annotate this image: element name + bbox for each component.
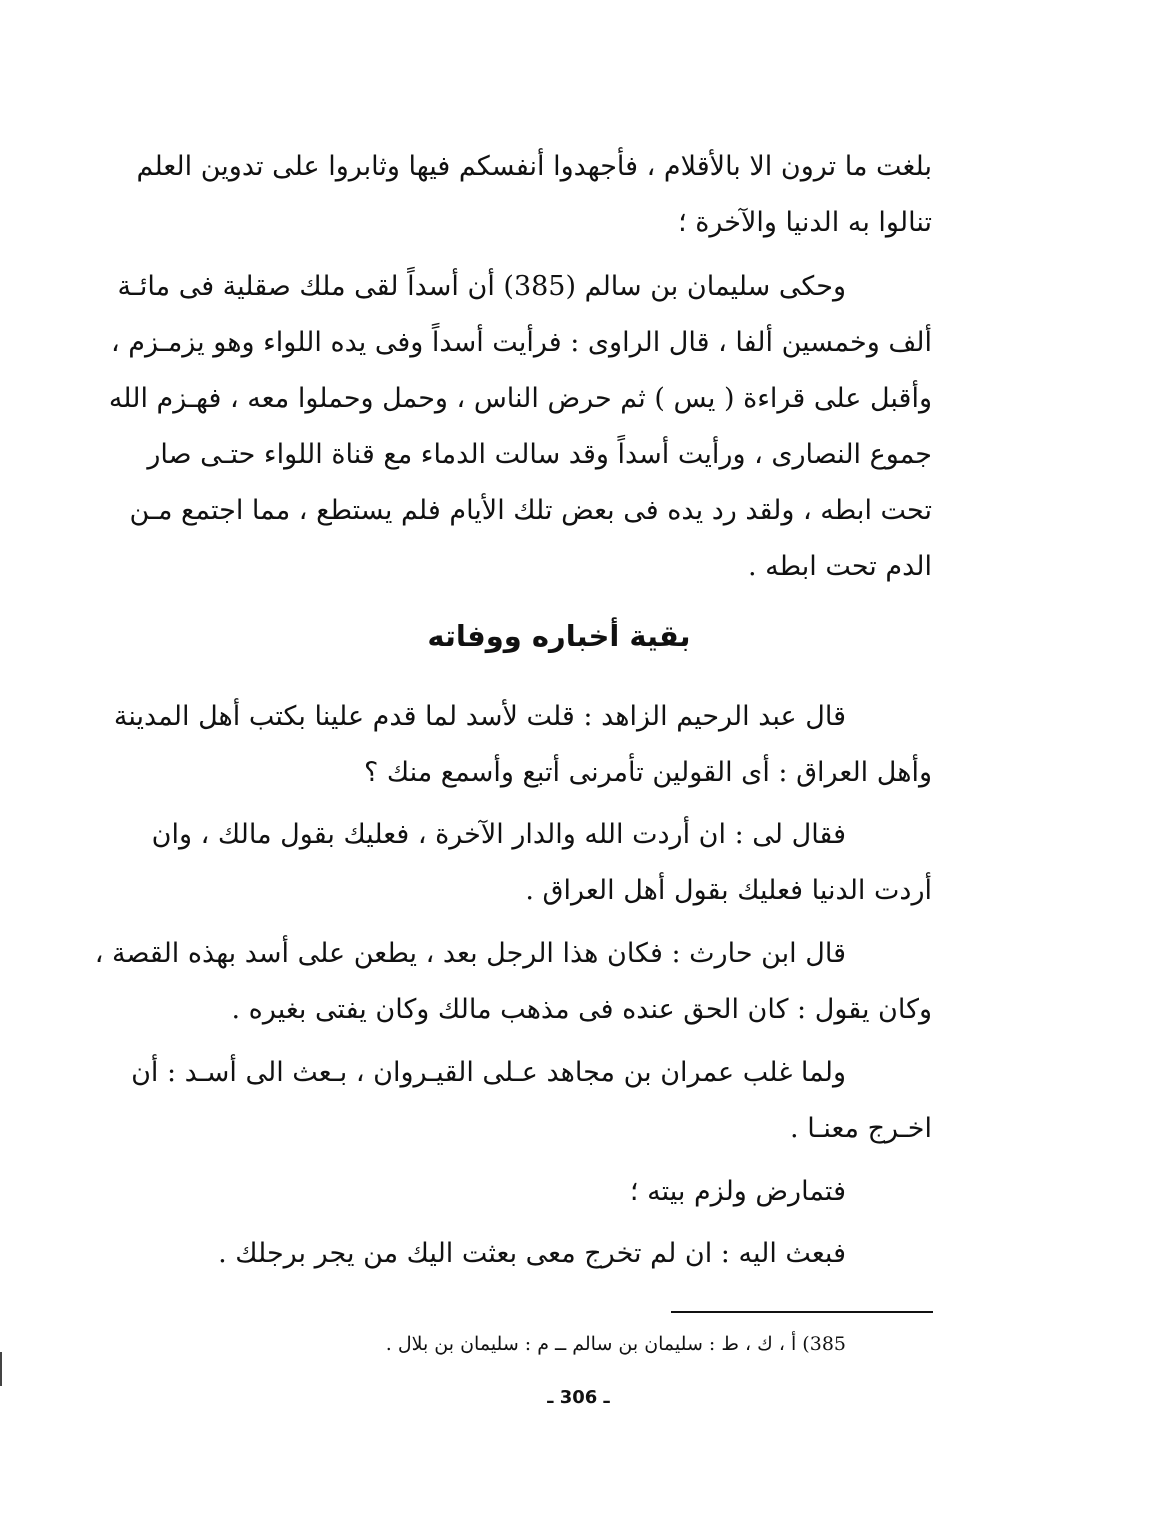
paragraph-line: أردت الدنيا فعليك بقول أهل العراق .: [525, 875, 932, 906]
paragraph-5: [94, 937, 932, 1049]
section-heading: بقية أخباره ووفاته: [427, 619, 691, 653]
paragraph-line: وحكى سليمان بن سالم (385) أن أسداً لقى ملك صقلية فى مائـة: [117, 271, 846, 302]
paragraph-line: تحت ابطه ، ولقد رد يده فى بعض تلك الأيام فلم يستطع ، مما اجتمع مـن: [129, 495, 932, 526]
paragraph-line: ألف وخمسين ألفا ، قال الراوى : فرأيت أسداً وفى يده اللواء وهو يزمـزم ،: [111, 327, 932, 358]
paragraph-line: فقال لى : ان أردت الله والدار الآخرة ، فعليك بقول مالك ، وان: [151, 819, 846, 850]
paragraph-line: فتمارض ولزم بيته ؛: [629, 1176, 846, 1207]
paragraph-2: [108, 270, 932, 606]
paragraph-line: اخـرج معنـا .: [790, 1113, 932, 1144]
paragraph-line: الدم تحت ابطه .: [747, 551, 932, 582]
paragraph-line: وأقبل على قراءة ( يس ) ثم حرض الناس ، وحمل وحملوا معه ، فهـزم الله: [108, 383, 932, 414]
paragraph-line: فبعث اليه : ان لم تخرج معى بعثت اليك من يجر برجلك .: [218, 1238, 846, 1269]
scan-edge-mark: [0, 1352, 2, 1386]
paragraph-1: [136, 150, 932, 262]
paragraph-line: قال عبد الرحيم الزاهد : قلت لأسد لما قدم علينا بكتب أهل المدينة: [113, 701, 846, 732]
paragraph-line: وكان يقول : كان الحق عنده فى مذهب مالك وكان يفتى بغيره .: [231, 994, 932, 1025]
paragraph-line: بلغت ما ترون الا بالأقلام ، فأجهدوا أنفسكم فيها وثابروا على تدوين العلم: [136, 151, 932, 182]
paragraph-4: [151, 818, 932, 930]
footnote-divider: [671, 1311, 933, 1313]
paragraph-8: [186, 1237, 932, 1293]
paragraph-6: [131, 1056, 932, 1168]
paragraph-line: ولما غلب عمران بن مجاهد عـلى القيـروان ، بـعث الى أسـد : أن: [131, 1057, 846, 1088]
paragraph-line: جموع النصارى ، ورأيت أسداً وقد سالت الدماء مع قناة اللواء حتـى صار: [147, 439, 932, 470]
page-number: ـ 306 ـ: [547, 1387, 610, 1408]
paragraph-line: وأهل العراق : أى القولين تأمرنى أتبع وأسمع منك ؟: [363, 757, 932, 788]
paragraph-7: [186, 1175, 932, 1231]
paragraph-3: [113, 700, 932, 812]
paragraph-line: تنالوا به الدنيا والآخرة ؛: [678, 207, 932, 238]
paragraph-line: قال ابن حارث : فكان هذا الرجل بعد ، يطعن على أسد بهذه القصة ،: [94, 938, 846, 969]
footnote: 385) أ ، ك ، ط : سليمان بن سالم ــ م : سليمان بن بلال .: [385, 1333, 846, 1355]
